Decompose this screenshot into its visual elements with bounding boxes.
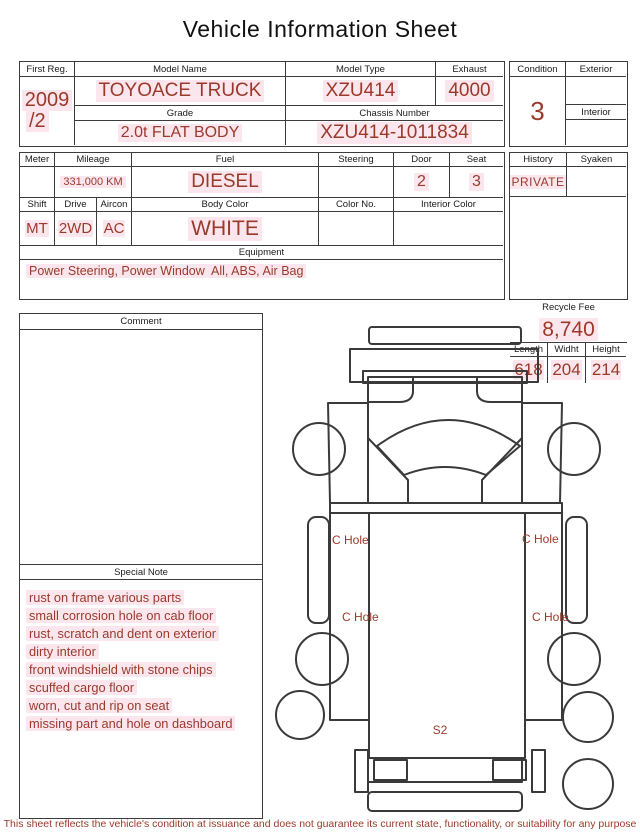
left-seat-notch-shape [368, 377, 413, 402]
spare-wheel [563, 759, 613, 809]
bed-floor-shape [369, 513, 525, 758]
body-color-value: WHITE [132, 212, 319, 246]
rear-crossbar-shape [368, 758, 522, 782]
model-name-value: TOYOACE TRUCK [75, 77, 286, 106]
width-header: Widht [548, 343, 586, 357]
door-value: 2 [394, 167, 450, 198]
shift-value: MT [20, 212, 55, 246]
fuel-value: DIESEL [132, 167, 319, 198]
special-note-line: scuffed cargo floor [26, 679, 256, 697]
special-note-line: worn, cut and rip on seat [26, 697, 256, 715]
history-header: History [510, 153, 567, 167]
recycle-fee-value: 8,740 [539, 318, 598, 342]
steering-value [319, 167, 394, 198]
history-fee-dimensions-table [509, 152, 628, 379]
steering-header: Steering [319, 153, 394, 167]
exterior-value [566, 77, 626, 105]
special-note-header: Special Note [20, 564, 262, 580]
rear-left-wheel-1 [296, 633, 348, 685]
truck-top-view-diagram [285, 312, 640, 820]
rear-left-wheel-2 [276, 691, 324, 739]
left-dash-line [368, 438, 408, 503]
right-fender-shape [522, 403, 562, 503]
chassis-number-value: XZU414-1011834 [286, 121, 503, 145]
front-right-wheel [548, 423, 600, 475]
special-note-body [20, 580, 262, 818]
bed-front-wall-shape [330, 503, 562, 513]
exterior-header: Exterior [566, 62, 626, 77]
color-no-value [319, 212, 394, 246]
model-name-header: Model Name [75, 62, 286, 77]
condition-header: Condition [510, 62, 566, 77]
condition-value: 3 [510, 77, 566, 145]
comment-special-note-box [19, 313, 263, 819]
exhaust-header: Exhaust [436, 62, 503, 77]
condition-table [509, 61, 628, 147]
model-type-value: XZU414 [286, 77, 436, 106]
c-hole-annotation: C Hole [532, 610, 569, 624]
color-no-header: Color No. [319, 198, 394, 212]
fuel-header: Fuel [132, 153, 319, 167]
rear-right-bracket-shape [532, 750, 545, 792]
body-color-header: Body Color [132, 198, 319, 212]
cab-outline-shape [368, 377, 522, 503]
meter-value [20, 167, 55, 198]
rear-lamp-left-shape [374, 760, 407, 780]
rear-right-wheel-1 [548, 633, 600, 685]
rear-right-wheel-2 [563, 692, 613, 742]
comment-header: Comment [20, 314, 262, 330]
interior-value [566, 120, 626, 145]
special-note-line: front windshield with stone chips [26, 661, 256, 679]
comment-body [20, 330, 262, 564]
special-note-line: rust on frame various parts [26, 589, 256, 607]
rear-bumper-shape [368, 792, 522, 811]
first-reg-value: 2009 /2 [20, 77, 75, 145]
equipment-value: Power Steering, Power Window All, ABS, Air Bag [20, 260, 503, 298]
drive-header: Drive [55, 198, 97, 212]
door-header: Door [394, 153, 450, 167]
height-header: Height [586, 343, 626, 357]
right-side-rail-shape [566, 517, 587, 623]
windshield-arc-shape [377, 420, 520, 475]
grade-header: Grade [75, 106, 286, 121]
s2-annotation: S2 [432, 723, 448, 737]
left-side-rail-shape [308, 517, 329, 623]
front-bumper-shape [369, 327, 521, 344]
history-value: PRIVATE [510, 167, 567, 197]
c-hole-annotation: C Hole [522, 532, 559, 546]
front-left-wheel [293, 423, 345, 475]
interior-color-header: Interior Color [394, 198, 503, 212]
vehicle-identity-table [19, 61, 505, 147]
first-reg-header: First Reg. [20, 62, 75, 77]
seat-header: Seat [450, 153, 503, 167]
grade-value: 2.0t FLAT BODY [75, 121, 286, 145]
shift-header: Shift [20, 198, 55, 212]
chassis-number-header: Chassis Number [286, 106, 503, 121]
exhaust-value: 4000 [436, 77, 503, 106]
special-note-line: rust, scratch and dent on exterior [26, 625, 256, 643]
left-fender-shape [328, 403, 368, 503]
special-note-line: dirty interior [26, 643, 256, 661]
special-note-line: small corrosion hole on cab floor [26, 607, 256, 625]
aircon-header: Aircon [97, 198, 132, 212]
vehicle-spec-table [19, 152, 505, 300]
length-header: Length [510, 343, 548, 357]
special-note-line: missing part and hole on dashboard [26, 715, 256, 733]
interior-color-value [394, 212, 503, 246]
syaken-header: Syaken [567, 153, 626, 167]
mileage-header: Mileage [55, 153, 132, 167]
c-hole-annotation: C Hole [342, 610, 379, 624]
model-type-header: Model Type [286, 62, 436, 77]
recycle-fee-header: Recycle Fee [542, 302, 595, 313]
disclaimer-text: This sheet reflects the vehicle's condition at issuance and does not guarantee its current state, functionality, or suitability for any purpose [3, 818, 637, 830]
height-value: 214 [591, 360, 621, 379]
rear-left-bracket-shape [355, 750, 368, 792]
aircon-value: AC [97, 212, 132, 246]
mileage-value: 331,000 KM [55, 167, 132, 198]
length-value: 618 [510, 357, 548, 383]
page-title: Vehicle Information Sheet [182, 16, 458, 42]
interior-header: Interior [566, 105, 626, 120]
c-hole-annotation: C Hole [332, 533, 369, 547]
right-seat-notch-shape [477, 377, 522, 402]
meter-header: Meter [20, 153, 55, 167]
width-value: 204 [548, 357, 586, 383]
right-dash-line [482, 438, 522, 503]
syaken-value [567, 167, 626, 197]
seat-value: 3 [450, 167, 503, 198]
equipment-header: Equipment [20, 246, 503, 260]
drive-value: 2WD [55, 212, 97, 246]
